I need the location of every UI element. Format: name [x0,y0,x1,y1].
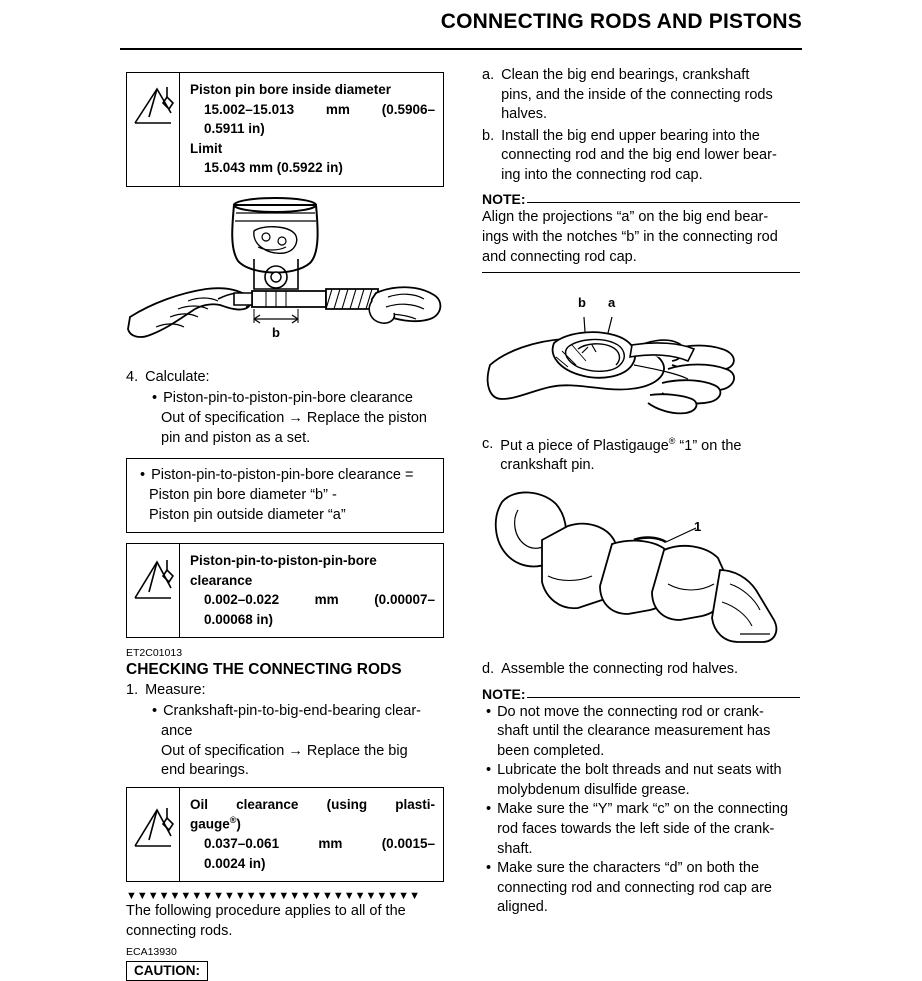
spec-value-cont: 0.5911 in) [204,121,265,137]
big-end-bearing-projection-figure [482,295,800,425]
crankshaft-plastigauge-figure [482,484,800,654]
step-1-number: 1. [126,681,139,698]
section-heading: CHECKING THE CONNECTING RODS [126,660,402,678]
step-b [482,127,800,186]
spec-value-left: 0.037–0.061 [204,836,280,852]
spec-title-word-4: plasti- [395,796,435,812]
step-1-bullet-1 [152,702,444,722]
step-c-body [500,435,800,476]
note-2-item-2-line-2: molybdenum disulfide grease. [497,781,690,798]
spec-value-cont: 0.0024 in) [204,855,266,871]
formula-line-1-row [140,465,435,485]
registered-mark-icon: ® [668,436,676,447]
note-2-item [486,703,800,762]
spec-title-word-2: clearance [236,796,299,812]
spec-title-line-2: clearance [190,572,253,588]
measure-gauge-icon [127,73,180,186]
step-1-line-3: end bearings. [161,762,249,779]
spec-value-left: 0.002–0.022 [204,592,280,608]
step-4-line-3: pin and piston as a set. [161,429,311,446]
step-a-marker: a. [482,67,495,83]
spec-value-cont: 0.00068 in) [204,611,274,627]
formula-line-1: Piston-pin-to-piston-pin-bore clearance = [151,467,414,484]
header-divider [120,48,802,50]
note-2-item-3-line-3: shaft. [497,840,533,857]
piston-pin-bore-measure-figure [126,197,444,362]
step-c [482,435,800,476]
spec-title-line-2-end: ) [236,816,241,832]
spec-box-pin-to-bore-clearance [126,543,444,638]
page-columns [30,66,892,981]
bullet-icon: • [152,390,158,407]
step-d-marker: d. [482,661,495,678]
spec-title-line-2 [190,814,435,834]
spec-value-unit: mm [318,836,343,852]
note-1-header [482,191,800,207]
spec-limit-value: 15.043 mm (0.5922 in) [204,160,343,176]
spec-value-unit: mm [325,101,350,117]
note-2-item-text [497,761,782,800]
step-a-line-2: pins, and the inside of the connecting rods [501,86,773,103]
step-4-label: Calculate: [145,368,210,385]
spec-box-piston-pin-bore-body [180,73,443,186]
left-column [126,66,444,981]
spec-title: Piston pin bore inside diameter [190,82,392,97]
step-1-bullet-1-line-2: ance [161,722,193,739]
note-2-item-1-line-1: Do not move the connecting rod or crank- [497,703,764,720]
spec-limit-label: Limit [190,140,223,156]
spec-box-oil-clearance-body [180,788,443,882]
figure-callout-b: b [272,324,280,340]
spec-title-line-1: Piston-pin-to-piston-pin-bore [190,553,377,569]
note-1-rule [527,202,800,203]
step-1-line-2: Out of specification → Replace the big [161,742,408,759]
step-a-line-1: Clean the big end bearings, crankshaft [501,67,750,83]
applies-note-line-1: The following procedure applies to all of the [126,903,406,920]
right-column [482,66,800,981]
spec-title-line-1 [190,795,435,815]
step-1-details [148,702,444,780]
bullet-icon: • [486,860,492,877]
step-d [482,660,800,680]
step-c-line-1 [500,435,800,456]
step-1-bullet-1-line-1: Crankshaft-pin-to-big-end-bearing clear- [163,703,421,720]
bullet-icon: • [140,467,146,484]
note-2-item-text [497,859,772,918]
bullet-icon: • [486,801,492,818]
note-2-item-text [497,800,788,859]
document-code-1: ET2C01013 [126,647,183,660]
spec-value-row [190,834,435,854]
bullet-icon: • [152,703,158,720]
measure-gauge-icon [127,788,180,882]
note-2-item-4-line-2: connecting rod and connecting rod cap are [497,879,772,896]
note-2-item [486,859,800,918]
formula-line-3: Piston pin outside diameter “a” [149,507,346,524]
document-code-2: ECA13930 [126,946,177,959]
spec-box-pin-to-bore-body [180,544,443,637]
registered-mark-icon: ® [229,815,237,826]
note-2-header [482,686,800,702]
bullet-icon: • [486,762,492,779]
note-1-label: NOTE: [482,191,526,208]
note-2-label: NOTE: [482,685,526,702]
step-1 [126,681,444,701]
bullet-icon: • [486,703,492,720]
step-c-line-2: crankshaft pin. [500,457,595,474]
spec-value-left: 15.002–15.013 [204,101,295,117]
step-b-line-2: connecting rod and the big end lower bear- [501,147,777,164]
spec-value-right: (0.5906– [381,101,435,117]
figure-callout-1: 1 [694,519,702,535]
triangle-divider: ▼▼▼▼▼▼▼▼▼▼▼▼▼▼▼▼▼▼▼▼▼▼▼▼▼▼▼ [126,892,420,903]
applies-note-line-2: connecting rods. [126,922,233,939]
step-c-marker: c. [482,436,494,453]
note-2-item-4-line-3: aligned. [497,899,548,916]
caution-badge: CAUTION: [126,961,208,981]
note-2-item-1-line-3: been completed. [497,742,605,759]
note-1-line-2: ings with the notches “b” in the connecting rod [482,228,778,245]
step-1-label: Measure: [145,681,206,698]
measure-gauge-icon [127,544,180,637]
note-2-item-3-line-1: Make sure the “Y” mark “c” on the connecting [497,801,789,818]
step-a [482,66,800,125]
spec-box-oil-clearance [126,787,444,883]
spec-value-row [190,590,435,610]
note-2-item-text [497,703,770,762]
note-1-end-rule [482,272,800,273]
spec-value-right: (0.0015– [381,836,435,852]
step-4 [126,368,444,388]
step-a-line-3: halves. [501,106,548,123]
note-2-item-3-line-2: rod faces towards the left side of the crank- [497,820,775,837]
step-4-bullet-1-text: Piston-pin-to-piston-pin-bore clearance [163,390,413,407]
formula-box [126,458,444,533]
figure-callout-b: b [578,295,586,311]
step-a-body [501,66,800,125]
step-4-line-2: Out of specification → Replace the piston [161,409,427,426]
note-1-line-3: and connecting rod cap. [482,248,637,265]
step-4-number: 4. [126,368,139,385]
page-title: CONNECTING RODS AND PISTONS [440,10,802,33]
spec-title-word-3: (using [326,796,368,812]
spec-value-right: (0.00007– [374,592,435,608]
step-b-line-1: Install the big end upper bearing into the [501,127,760,144]
figure-callout-a: a [608,295,616,311]
step-b-body [501,127,800,186]
spec-value-unit: mm [314,592,339,608]
note-2-item [486,800,800,859]
note-2-rule [527,697,800,698]
note-1-body [482,207,800,267]
step-4-details [148,389,444,448]
step-c-line-1-text: Put a piece of Plastigauge [500,437,669,454]
step-d-line-1: Assemble the connecting rod halves. [501,661,739,678]
note-2-item-2-line-1: Lubricate the bolt threads and nut seats with [497,762,782,779]
spec-box-piston-pin-bore [126,72,444,187]
note-2-item-4-line-1: Make sure the characters “d” on both the [497,860,760,877]
step-c-line-1-end: “1” on the [675,437,742,454]
note-1-line-1: Align the projections “a” on the big end bear- [482,209,769,226]
step-b-marker: b. [482,127,495,144]
note-2-body [482,702,800,918]
spec-value-row [190,100,435,120]
step-4-bullet-1 [152,389,444,409]
spec-title-word-1: Oil [190,796,209,812]
note-2-item [486,761,800,800]
spec-title-line-2-text: gauge [190,816,230,832]
formula-line-2: Piston pin bore diameter “b” - [149,487,337,504]
step-b-line-3: ing into the connecting rod cap. [501,166,703,183]
note-2-item-1-line-2: shaft until the clearance measurement has [497,723,771,740]
